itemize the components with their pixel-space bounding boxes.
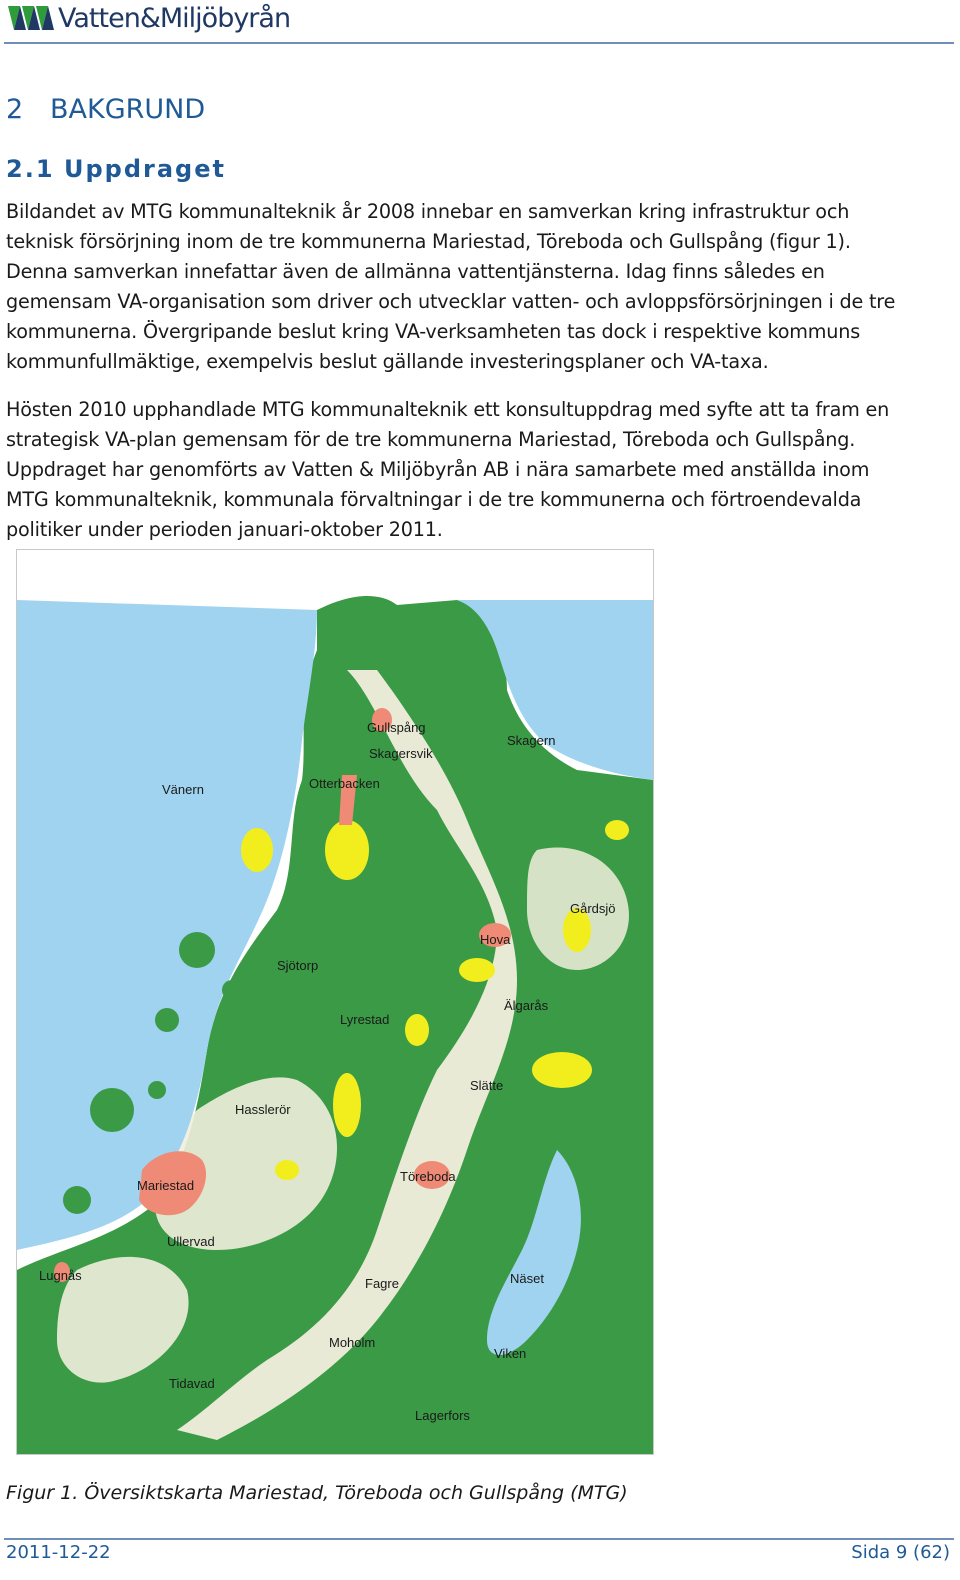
- paragraph-line: politiker under perioden januari-oktober 2011.: [6, 518, 443, 541]
- section-number: 2: [6, 94, 24, 125]
- wetland: [325, 820, 369, 880]
- label-vanern: Vänern: [162, 782, 204, 797]
- paragraph-line: MTG kommunalteknik, kommunala förvaltningar i de tre kommunerna och förtroendevalda: [6, 488, 862, 511]
- wetland: [275, 1160, 299, 1180]
- island: [222, 980, 242, 1000]
- overview-map: [16, 549, 654, 1455]
- label-mariestad: Mariestad: [137, 1178, 195, 1193]
- island: [148, 1081, 166, 1099]
- section-title: BAKGRUND: [50, 94, 206, 125]
- wetland: [241, 828, 273, 872]
- paragraph-1: [6, 197, 954, 377]
- paragraph-line: teknisk försörjning inom de tre kommunerna Mariestad, Töreboda och Gullspång (figur 1).: [6, 230, 851, 253]
- paragraph-line: kommunfullmäktige, exempelvis beslut gällande investeringsplaner och VA-taxa.: [6, 350, 769, 373]
- label-naset: Näset: [510, 1271, 544, 1286]
- wetland: [405, 1014, 429, 1046]
- island: [155, 1008, 179, 1032]
- paragraph-2: [6, 395, 954, 545]
- footer-page-number: Sida 9 (62): [851, 1542, 950, 1563]
- label-gullspang: Gullspång: [367, 720, 426, 735]
- label-lyrestad: Lyrestad: [340, 1012, 390, 1027]
- label-slatte: Slätte: [470, 1078, 504, 1093]
- label-ullervad: Ullervad: [167, 1234, 215, 1249]
- header-divider: [4, 42, 954, 44]
- label-lagerfors: Lagerfors: [415, 1408, 470, 1423]
- subsection-title: Uppdraget: [64, 155, 226, 183]
- label-gardsjo: Gårdsjö: [570, 901, 616, 916]
- section-heading: [6, 94, 205, 125]
- label-viken: Viken: [494, 1346, 527, 1361]
- label-lugnas: Lugnås: [39, 1268, 82, 1283]
- island: [63, 1186, 91, 1214]
- wetland: [532, 1052, 592, 1088]
- label-sjotorp: Sjötorp: [277, 958, 319, 973]
- paragraph-line: Uppdraget har genomförts av Vatten & Miljöbyrån AB i nära samarbete med anställda inom: [6, 458, 870, 481]
- paragraph-line: Bildandet av MTG kommunalteknik år 2008 innebar en samverkan kring infrastruktur och: [6, 200, 850, 223]
- wetland: [333, 1073, 361, 1137]
- footer-date: 2011-12-22: [6, 1542, 111, 1563]
- label-otterbacken: Otterbacken: [309, 776, 380, 791]
- logo-text: Vatten&Miljöbyrån: [58, 2, 291, 34]
- label-algaras: Älgarås: [504, 998, 549, 1013]
- paragraph-line: Hösten 2010 upphandlade MTG kommunalteknik ett konsultuppdrag med syfte att ta fram en: [6, 398, 890, 421]
- label-moholm: Moholm: [329, 1335, 376, 1350]
- label-tidavad: Tidavad: [169, 1376, 215, 1391]
- paragraph-line: strategisk VA-plan gemensam för de tre kommunerna Mariestad, Töreboda och Gullspång.: [6, 428, 856, 451]
- wetland: [605, 820, 629, 840]
- page-header: [0, 0, 960, 46]
- paragraph-line: Denna samverkan innefattar även de allmänna vattentjänsterna. Idag finns således en: [6, 260, 825, 283]
- figure-caption: Figur 1. Översiktskarta Mariestad, Töreboda och Gullspång (MTG): [6, 1482, 628, 1504]
- wetland: [459, 958, 495, 982]
- label-hova: Hova: [480, 932, 511, 947]
- label-skagern: Skagern: [507, 733, 556, 748]
- triangle-logo-icon: [8, 2, 58, 34]
- label-toreboda: Töreboda: [400, 1169, 456, 1184]
- label-skagersvik: Skagersvik: [369, 746, 433, 761]
- island: [179, 932, 215, 968]
- company-logo: [8, 2, 290, 34]
- map-graphic: [17, 550, 653, 1454]
- island: [90, 1088, 134, 1132]
- label-fagre: Fagre: [365, 1276, 399, 1291]
- subsection-number: 2.1: [6, 155, 55, 183]
- paragraph-line: kommunerna. Övergripande beslut kring VA-verksamheten tas dock i respektive kommuns: [6, 320, 861, 343]
- subsection-heading: [6, 155, 226, 183]
- paragraph-line: gemensam VA-organisation som driver och utvecklar vatten- och avloppsförsörjningen i de tre: [6, 290, 896, 313]
- label-hassleror: Hasslerör: [235, 1102, 291, 1117]
- footer-divider: [4, 1538, 954, 1540]
